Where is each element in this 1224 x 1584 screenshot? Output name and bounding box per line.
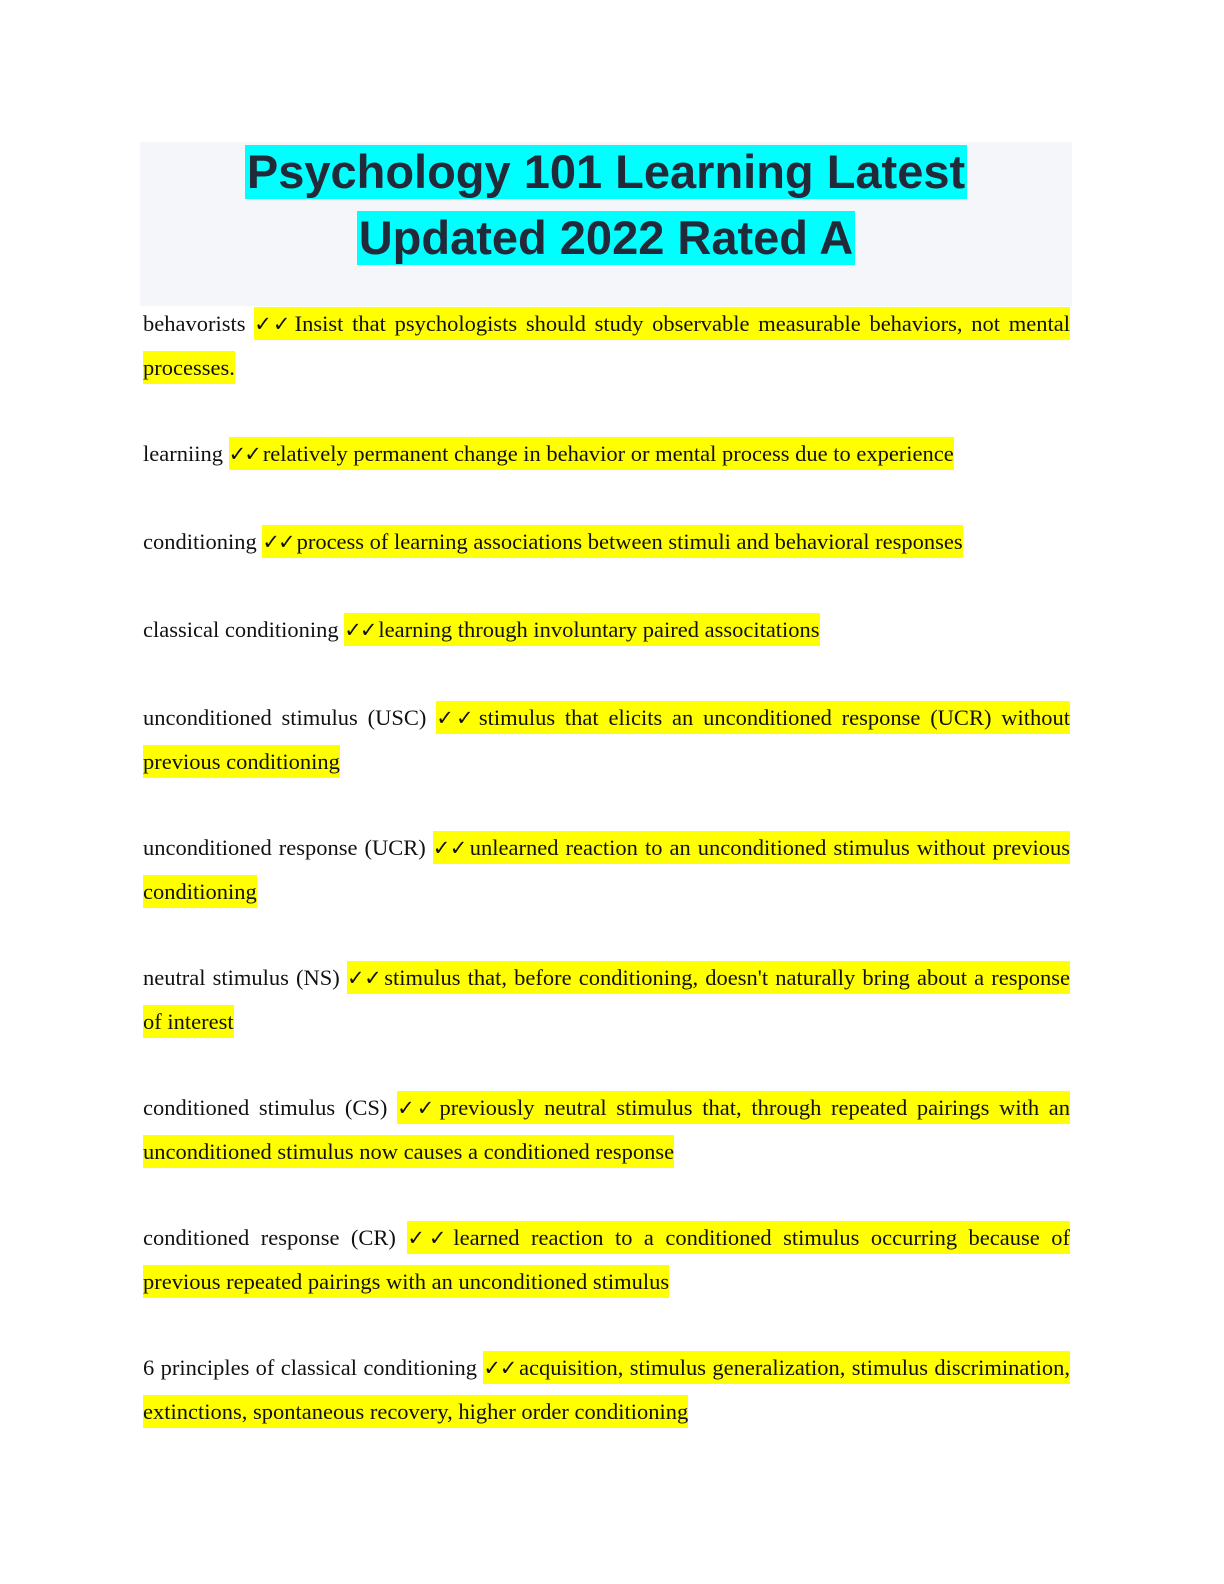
double-check-icon: ✓✓ xyxy=(432,836,467,860)
flashcard-entry xyxy=(143,1216,1070,1304)
definition: Insist that psychologists should study observable measurable behaviors, not mental processes. xyxy=(143,311,1070,380)
double-check-icon: ✓✓ xyxy=(228,442,260,466)
definition: learning through involuntary paired associtations xyxy=(378,617,820,642)
term: classical conditioning xyxy=(143,617,339,642)
double-check-icon: ✓✓ xyxy=(483,1356,517,1380)
definition-highlight xyxy=(344,613,819,646)
definition: stimulus that elicits an unconditioned response (UCR) without previous conditioning xyxy=(143,705,1071,774)
document-title-line-1: Psychology 101 Learning Latest xyxy=(246,145,966,198)
definition: previously neutral stimulus that, through repeated pairings with an unconditioned stimulus now causes a conditioned response xyxy=(143,1095,1071,1164)
term: learniing xyxy=(143,441,223,466)
definition: stimulus that, before conditioning, doesn't naturally bring about a response of interest xyxy=(143,965,1070,1034)
double-check-icon: ✓✓ xyxy=(344,618,376,642)
double-check-icon: ✓✓ xyxy=(436,706,476,730)
term: conditioned stimulus (CS) xyxy=(143,1095,388,1120)
flashcard-entry xyxy=(143,1086,1070,1174)
double-check-icon: ✓✓ xyxy=(346,966,382,990)
flashcard-entry xyxy=(143,432,1070,476)
term: conditioned response (CR) xyxy=(143,1225,396,1250)
flashcard-entry xyxy=(143,608,1070,652)
definition: unlearned reaction to an unconditioned stimulus without previous conditioning xyxy=(143,835,1070,904)
flashcard-entry xyxy=(143,302,1070,390)
definition: process of learning associations between stimuli and behavioral responses xyxy=(296,529,963,554)
flashcard-entry xyxy=(143,1346,1070,1434)
term: neutral stimulus (NS) xyxy=(143,965,340,990)
definition: learned reaction to a conditioned stimulus occurring because of previous repeated pairings with an unconditioned stimulus xyxy=(143,1225,1070,1294)
title-block xyxy=(140,142,1072,306)
flashcard-entry xyxy=(143,826,1070,914)
definition: relatively permanent change in behavior or mental process due to experience xyxy=(262,441,954,466)
definition: acquisition, stimulus generalization, stimulus discrimination, extinctions, spontaneous recovery, higher order conditioning xyxy=(143,1355,1071,1424)
definition-highlight xyxy=(262,525,962,558)
document-title-line-2: Updated 2022 Rated A xyxy=(358,211,854,264)
definition-highlight xyxy=(229,437,954,470)
term: unconditioned stimulus (USC) xyxy=(143,705,427,730)
double-check-icon: ✓✓ xyxy=(407,1226,451,1250)
term: behavorists xyxy=(143,311,246,336)
double-check-icon: ✓✓ xyxy=(397,1096,437,1120)
flashcard-entry xyxy=(143,956,1070,1044)
flashcard-entry xyxy=(143,696,1070,784)
term: 6 principles of classical conditioning xyxy=(143,1355,478,1380)
flashcard-entry xyxy=(143,520,1070,564)
definition-highlight xyxy=(143,307,1070,384)
term: conditioning xyxy=(143,529,257,554)
term: unconditioned response (UCR) xyxy=(143,835,426,860)
double-check-icon: ✓✓ xyxy=(262,530,294,554)
flashcard-list xyxy=(143,302,1070,1434)
double-check-icon: ✓✓ xyxy=(254,312,292,336)
